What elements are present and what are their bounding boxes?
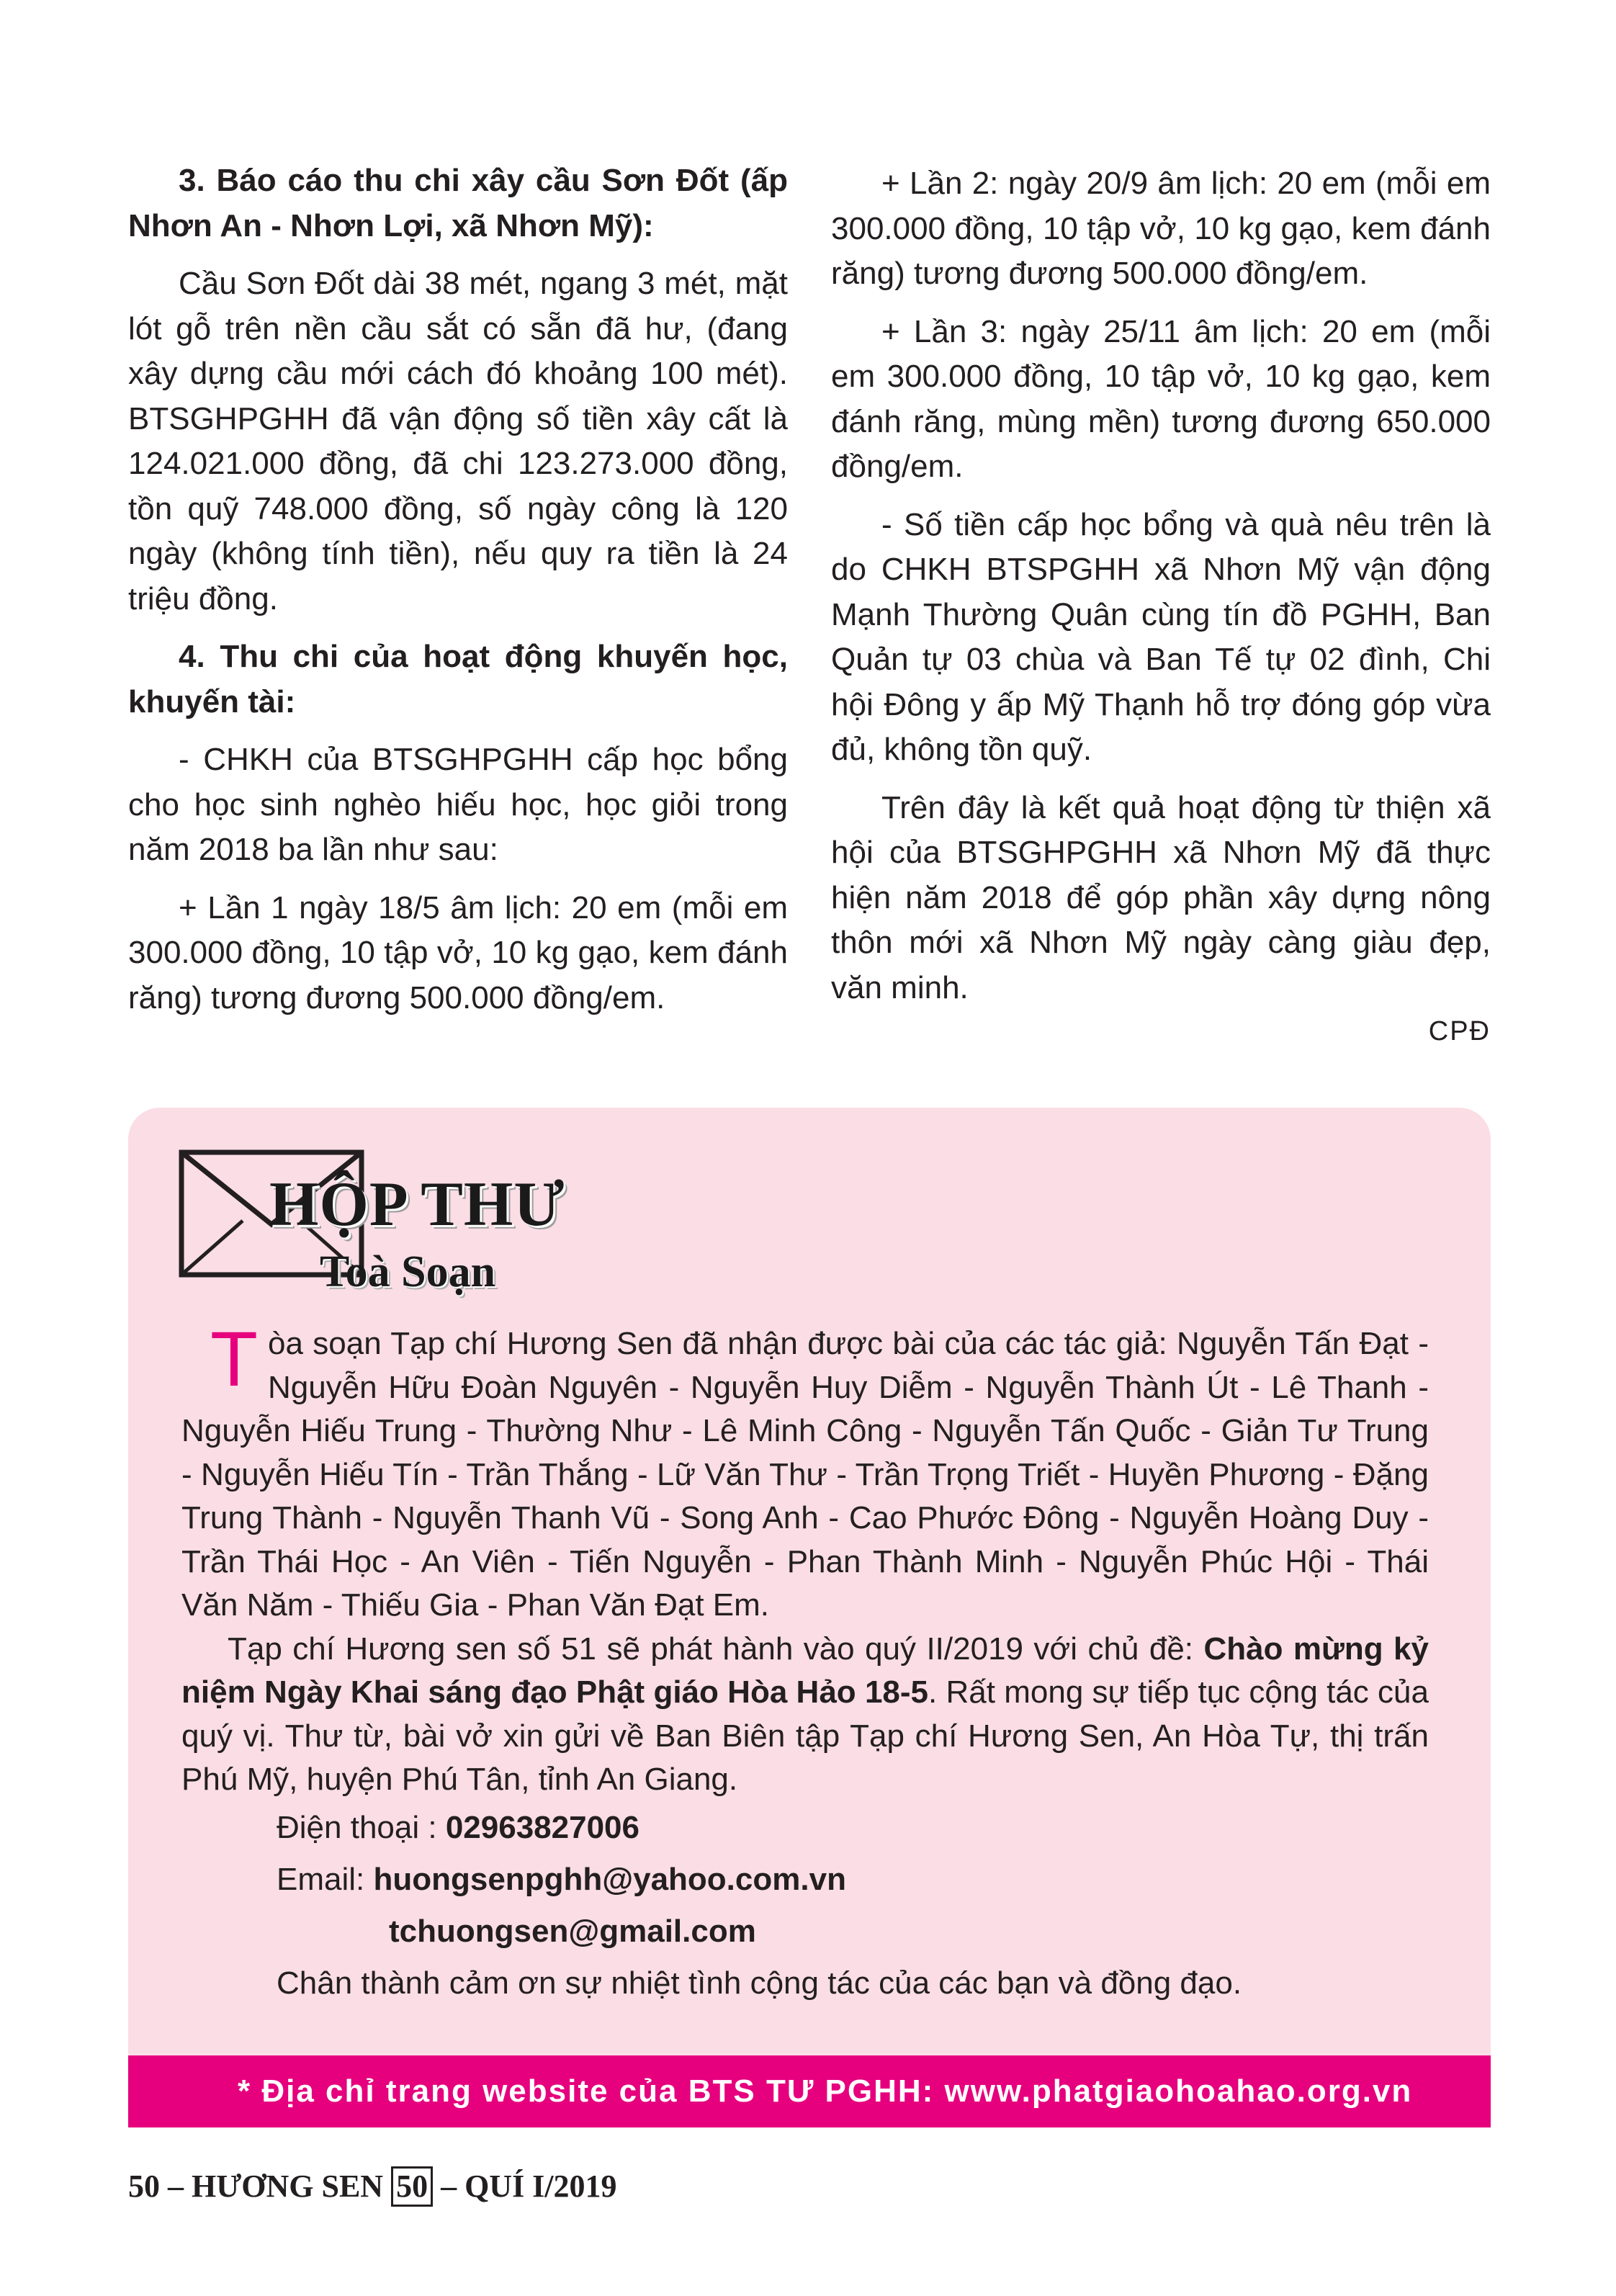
magazine-name: HƯƠNG SEN — [192, 2169, 384, 2204]
phone-number: 02963827006 — [445, 1809, 639, 1845]
scholarship-round-1: + Lần 1 ngày 18/5 âm lịch: 20 em (mỗi em 300.000 đồng, 10 tập vở, 10 kg gạo, kem đánh răng) tương đương 500.000 đồng/em. — [128, 889, 788, 1015]
thanks-line: Chân thành cảm ơn sự nhiệt tình cộng tác của các bạn và đồng đạo. — [277, 1965, 1242, 2001]
scholarship-round-2: + Lần 2: ngày 20/9 âm lịch: 20 em (mỗi em 300.000 đồng, 10 tập vở, 10 kg gạo, kem đánh răng) tương đương 500.000 đồng/em. — [831, 166, 1491, 291]
scholarship-round-3: + Lần 3: ngày 25/11 âm lịch: 20 em (mỗi em 300.000 đồng, 10 tập vở, 10 kg gạo, kem đánh răng, mùng mền) tương đương 650.000 đồng/em. — [831, 313, 1491, 484]
closing-paragraph: Trên đây là kết quả hoạt động từ thiện xã hội của BTSGHPGHH xã Nhơn Mỹ đã thực hiện năm 2018 để góp phần xây dựng nông thôn mới xã Nhơn Mỹ ngày càng giàu đẹp, văn minh. — [831, 789, 1491, 1005]
author-signature: CPĐ — [1428, 1016, 1491, 1046]
website-bar — [128, 2055, 1491, 2127]
email-label: Email: — [277, 1861, 374, 1897]
section-4-intro: - CHKH của BTSGHPGHH cấp học bổng cho học sinh nghèo hiếu học, học giỏi trong năm 2018 ba lần như sau: — [128, 742, 788, 867]
section-3-body: Cầu Sơn Đốt dài 38 mét, ngang 3 mét, mặt lót gỗ trên nền cầu sắt có sẵn đã hư, (đang xây dựng cầu mới cách đó khoảng 100 mét). BTSGHPGHH đã vận động số tiền xây cất là 124.021.000 đồng, đã chi 123.273.000 đồng, tồn quỹ 748.000 đồng, số ngày công là 120 ngày (không tính tiền), nếu quy ra tiền là 24 triệu đồng. — [128, 266, 788, 616]
funding-paragraph: - Số tiền cấp học bổng và quà nêu trên là do CHKH BTSPGHH xã Nhơn Mỹ vận động Mạnh Thường Quân cùng tín đồ PGHH, Ban Quản tự 03 chùa và Ban Tế tự 02 đình, Chi hội Đông y ấp Mỹ Thạnh hỗ trợ đóng góp vừa đủ, không tồn quỹ. — [831, 506, 1491, 767]
page-footer: 50 – HƯƠNG SEN 50 – QUÍ I/2019 — [128, 2165, 617, 2208]
email-address-1[interactable]: huongsenpghh@yahoo.com.vn — [373, 1861, 846, 1897]
issue-theme: Chào mừng kỷ niệm Ngày Khai sáng đạo Phật giáo Hòa Hảo 18-5 — [181, 1631, 1429, 1710]
left-column — [128, 158, 788, 1033]
authors-list: òa soạn Tạp chí Hương Sen đã nhận được bài của các tác giả: Nguyễn Tấn Đạt - Nguyễn Hữu Đoàn Nguyên - Nguyễn Huy Diễm - Nguyễn Thành Út - Lê Thanh - Nguyễn Hiếu Trung - Thường Như - Lê Minh Công - Nguyễn Tấn Quốc - Giản Tư Trung - Nguyễn Hiếu Tín - Trần Thắng - Lữ Văn Thư - Trần Trọng Triết - Huyền Phương - Đặng Trung Thành - Nguyễn Thanh Vũ - Song Anh - Cao Phước Đông - Nguyễn Hoàng Duy - Trần Thái Học - An Viên - Tiến Nguyễn - Phan Thành Minh - Nguyễn Phúc Hội - Thái Văn Năm - Thiếu Gia - Phan Văn Đạt Em. — [181, 1326, 1429, 1623]
email-line-2 — [181, 1906, 1429, 1958]
email-address-2[interactable]: tchuongsen@gmail.com — [389, 1913, 756, 1949]
mailbox-subtitle: Toà Soạn — [320, 1247, 496, 1296]
section-3-heading: 3. Báo cáo thu chi xây cầu Sơn Đốt (ấp Nhơn An - Nhơn Lợi, xã Nhơn Mỹ): — [128, 163, 788, 243]
quarter: QUÍ I/2019 — [464, 2169, 617, 2204]
phone-label: Điện thoại : — [277, 1809, 446, 1845]
mailbox-title: HỘP THƯ — [269, 1170, 565, 1239]
mailbox-panel — [128, 1108, 1491, 2127]
authors-paragraph — [181, 1315, 1429, 1628]
mailbox-body — [181, 1315, 1429, 2009]
section-4-heading: 4. Thu chi của hoạt động khuyến học, khuyến tài: — [128, 639, 788, 719]
issue-number: 50 — [391, 2166, 433, 2207]
right-column — [831, 161, 1491, 1049]
email-line — [181, 1854, 1429, 1906]
website-text[interactable]: * Địa chỉ trang website của BTS TƯ PGHH: www.phatgiaohoahao.org.vn — [238, 2073, 1413, 2109]
drop-cap: T — [210, 1315, 258, 1402]
announcement-paragraph: Tạp chí Hương sen số 51 sẽ phát hành vào quý II/2019 với chủ đề: Chào mừng kỷ niệm Ngày Khai sáng đạo Phật giáo Hòa Hảo 18-5. Rất mong sự tiếp tục cộng tác của quý vị. Thư từ, bài vở xin gửi về Ban Biên tập Tạp chí Hương Sen, An Hòa Tự, thị trấn Phú Mỹ, huyện Phú Tân, tỉnh An Giang. — [181, 1631, 1429, 1797]
phone-line — [181, 1802, 1429, 1854]
page-number: 50 — [128, 2169, 160, 2204]
